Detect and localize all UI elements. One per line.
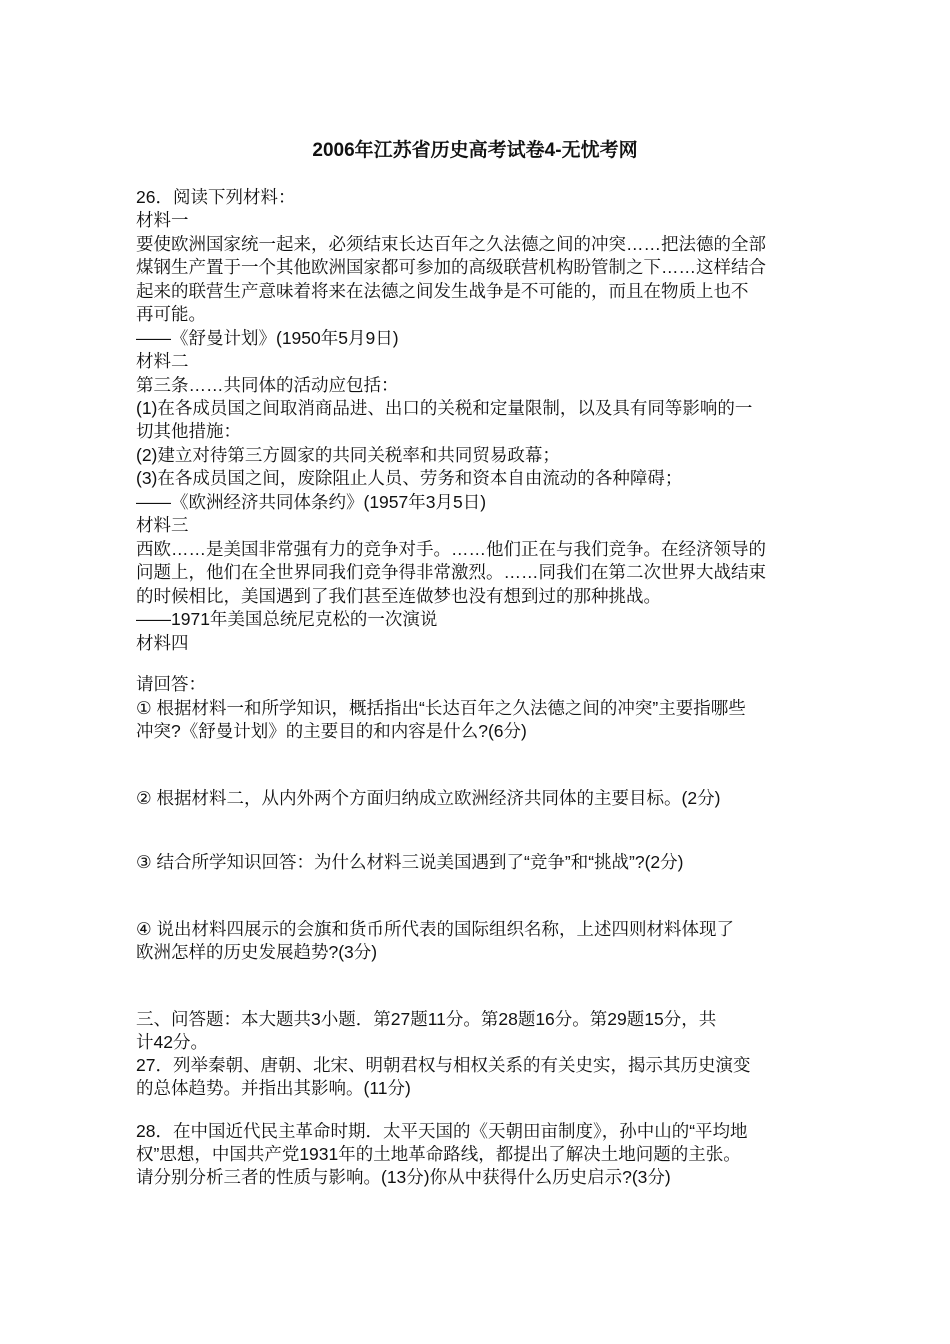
question-line: ① 根据材料一和所学知识，概括指出“长达百年之久法德之间的冲突”主要指哪些: [136, 698, 746, 718]
text-line: 再可能。: [136, 304, 206, 324]
text-line: 起来的联营生产意味着将来在法德之间发生战争是不可能的，而且在物质上也不: [136, 281, 749, 301]
text-line: 请回答：: [136, 674, 206, 694]
question-line: 权”思想，中国共产党1931年的土地革命路线，都提出了解决土地问题的主张。: [136, 1144, 741, 1164]
text-line: ——《舒曼计划》(1950年5月9日): [136, 328, 399, 348]
question-line: 28．在中国近代民主革命时期．太平天国的《天朝田亩制度》，孙中山的“平均地: [136, 1121, 748, 1141]
section-heading: 计42分。: [136, 1032, 208, 1052]
section-heading: 三、问答题：本大题共3小题．第27题11分。第28题16分。第29题15分，共: [136, 1009, 717, 1029]
text-line: 西欧……是美国非常强有力的竞争对手。……他们正在与我们竞争。在经济领导的: [136, 539, 766, 559]
question-line: ③ 结合所学知识回答：为什么材料三说美国遇到了“竞争”和“挑战”?(2分): [136, 852, 684, 872]
page-title: 2006年江苏省历史高考试卷4-无忧考网: [312, 140, 638, 161]
text-line: 材料二: [136, 351, 189, 371]
text-line: 第三条……共同体的活动应包括：: [136, 375, 399, 395]
text-line: 要使欧洲国家统一起来，必须结束长达百年之久法德之间的冲突……把法德的全部: [136, 234, 766, 254]
question-line: 27．列举秦朝、唐朝、北宋、明朝君权与相权关系的有关史实，揭示其历史演变: [136, 1055, 751, 1075]
question-line: 请分别分析三者的性质与影响。(13分)你从中获得什么历史启示?(3分): [136, 1167, 671, 1187]
text-line: 26．阅读下列材料：: [136, 187, 296, 207]
text-line: 问题上，他们在全世界同我们竞争得非常激烈。……同我们在第二次世界大战结束: [136, 562, 766, 582]
question-line: ② 根据材料二，从内外两个方面归纳成立欧洲经济共同体的主要目标。(2分): [136, 788, 721, 808]
text-line: (2)建立对待第三方圆家的共同关税率和共同贸易政幕；: [136, 445, 560, 465]
question-line: 冲突?《舒曼计划》的主要目的和内容是什么?(6分): [136, 721, 527, 741]
question-line: 的总体趋势。并指出其影响。(11分): [136, 1078, 411, 1098]
text-line: 材料三: [136, 515, 189, 535]
question-line: 欧洲怎样的历史发展趋势?(3分): [136, 942, 378, 962]
text-line: (3)在各成员国之间，废除阻止人员、劳务和资本自由流动的各种障碍；: [136, 468, 683, 488]
text-line: ——1971年美国总统尼克松的一次演说: [136, 609, 438, 629]
text-line: 切其他措施：: [136, 421, 241, 441]
text-line: 的时候相比，美国遇到了我们甚至连做梦也没有想到过的那种挑战。: [136, 586, 661, 606]
question-line: ④ 说出材料四展示的会旗和货币所代表的国际组织名称，上述四则材料体现了: [136, 919, 735, 939]
text-line: 煤钢生产置于一个其他欧洲国家都可参加的高级联营机构盼管制之下……这样结合: [136, 257, 766, 277]
text-line: (1)在各成员国之间取消商品进、出口的关税和定量限制，以及具有同等影响的一: [136, 398, 753, 418]
text-line: ——《欧洲经济共同体条约》(1957年3月5日): [136, 492, 487, 512]
text-line: 材料四: [136, 633, 189, 653]
text-line: 材料一: [136, 210, 189, 230]
